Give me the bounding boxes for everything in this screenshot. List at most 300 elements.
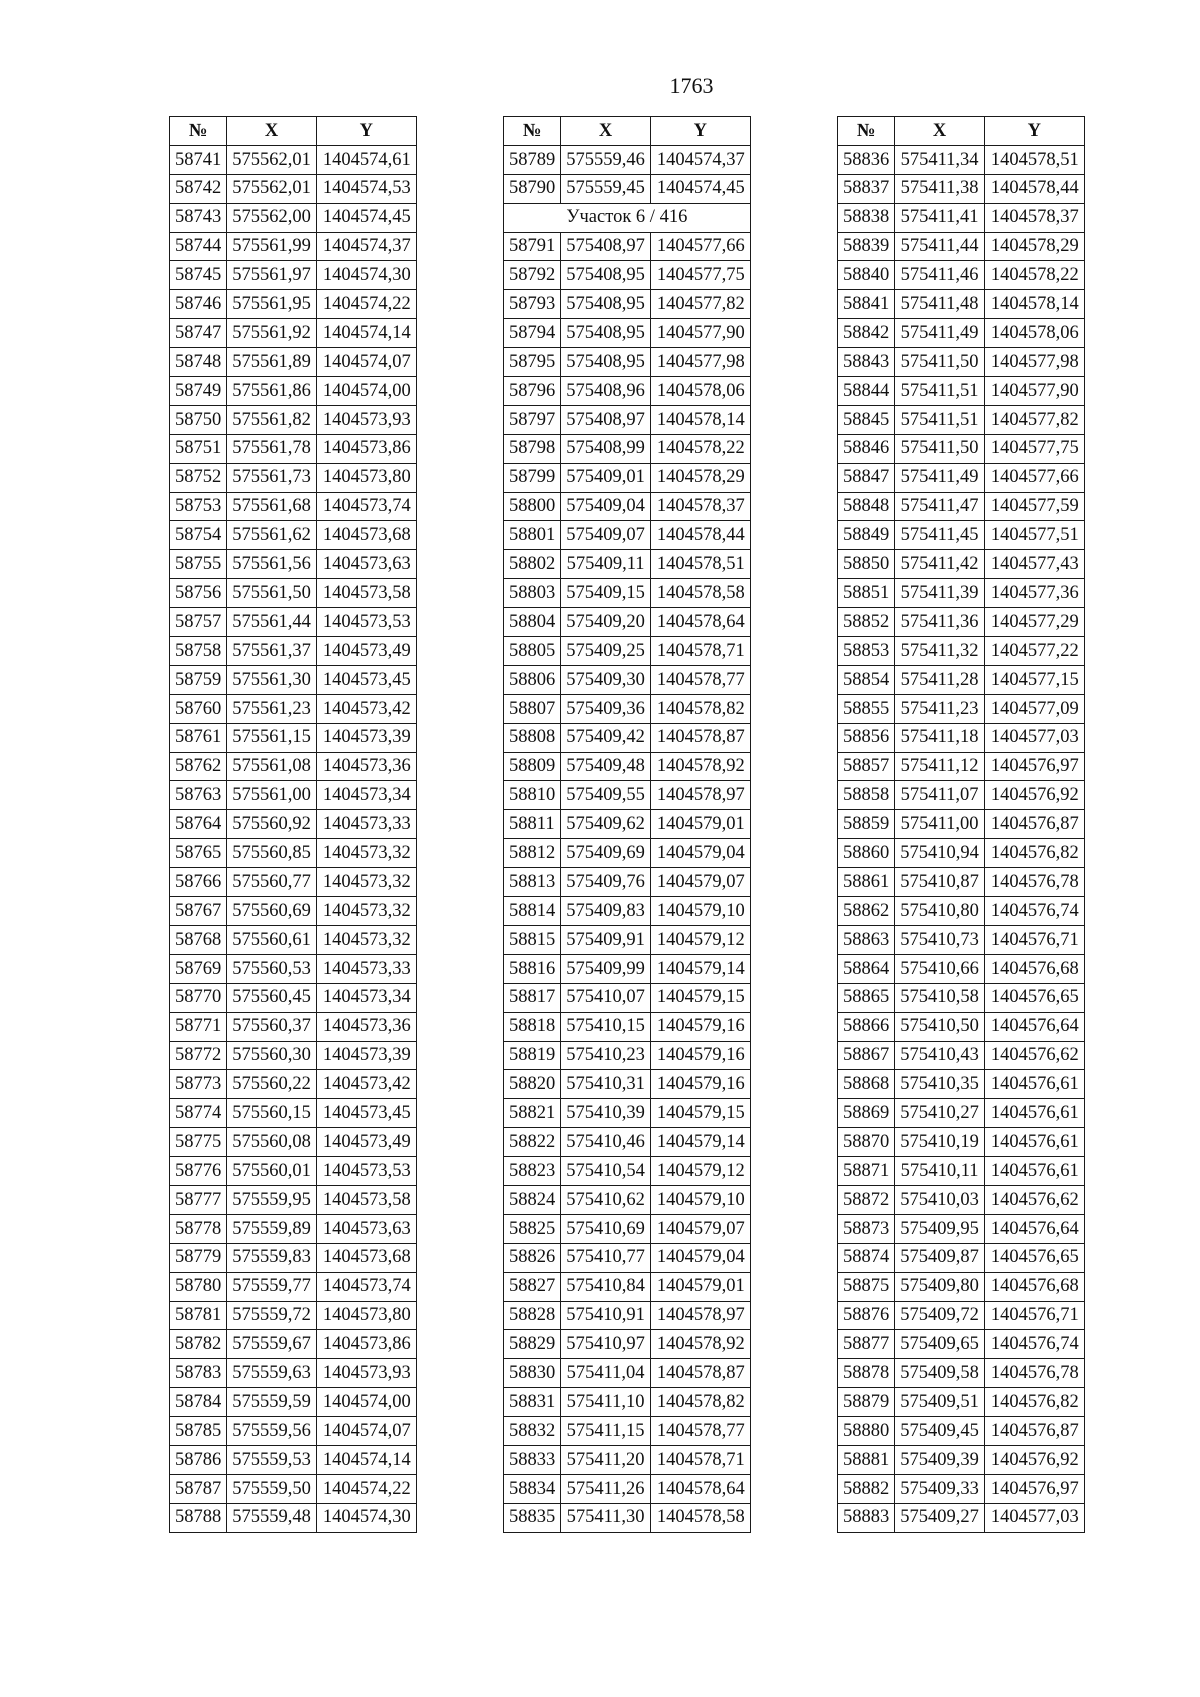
x-coordinate: 575410,35 bbox=[895, 1070, 985, 1099]
table-row bbox=[838, 925, 1085, 954]
y-coordinate: 1404573,36 bbox=[316, 752, 416, 781]
point-number: 58883 bbox=[838, 1503, 895, 1532]
table-row bbox=[170, 1388, 417, 1417]
y-coordinate: 1404578,77 bbox=[650, 1417, 750, 1446]
table-row bbox=[838, 1503, 1085, 1532]
point-number: 58863 bbox=[838, 925, 895, 954]
table-row bbox=[838, 1474, 1085, 1503]
y-coordinate: 1404574,00 bbox=[316, 1388, 416, 1417]
x-coordinate: 575410,84 bbox=[561, 1272, 651, 1301]
point-number: 58872 bbox=[838, 1185, 895, 1214]
y-coordinate: 1404573,45 bbox=[316, 1099, 416, 1128]
y-coordinate: 1404576,62 bbox=[984, 1185, 1084, 1214]
x-coordinate: 575410,87 bbox=[895, 868, 985, 897]
y-coordinate: 1404578,44 bbox=[984, 174, 1084, 203]
x-coordinate: 575561,00 bbox=[227, 781, 317, 810]
table-row bbox=[170, 434, 417, 463]
y-coordinate: 1404576,71 bbox=[984, 925, 1084, 954]
point-number: 58745 bbox=[170, 261, 227, 290]
y-coordinate: 1404576,61 bbox=[984, 1070, 1084, 1099]
y-coordinate: 1404573,49 bbox=[316, 1128, 416, 1157]
table-row bbox=[838, 434, 1085, 463]
y-coordinate: 1404578,14 bbox=[984, 290, 1084, 319]
point-number: 58833 bbox=[504, 1445, 561, 1474]
table-row bbox=[838, 145, 1085, 174]
x-coordinate: 575561,23 bbox=[227, 694, 317, 723]
table-row bbox=[170, 1128, 417, 1157]
table-row bbox=[838, 377, 1085, 406]
point-number: 58771 bbox=[170, 1012, 227, 1041]
x-coordinate: 575410,77 bbox=[561, 1243, 651, 1272]
x-coordinate: 575411,51 bbox=[895, 377, 985, 406]
y-coordinate: 1404577,03 bbox=[984, 723, 1084, 752]
x-coordinate: 575410,69 bbox=[561, 1214, 651, 1243]
y-coordinate: 1404578,77 bbox=[650, 665, 750, 694]
point-number: 58858 bbox=[838, 781, 895, 810]
point-number: 58841 bbox=[838, 290, 895, 319]
x-coordinate: 575408,99 bbox=[561, 434, 651, 463]
table-row bbox=[504, 550, 751, 579]
x-coordinate: 575409,72 bbox=[895, 1301, 985, 1330]
x-coordinate: 575559,77 bbox=[227, 1272, 317, 1301]
y-coordinate: 1404573,80 bbox=[316, 463, 416, 492]
table-row bbox=[838, 868, 1085, 897]
point-number: 58773 bbox=[170, 1070, 227, 1099]
y-coordinate: 1404574,37 bbox=[316, 232, 416, 261]
y-coordinate: 1404579,10 bbox=[650, 1185, 750, 1214]
point-number: 58804 bbox=[504, 608, 561, 637]
table-row bbox=[504, 608, 751, 637]
y-coordinate: 1404579,16 bbox=[650, 1012, 750, 1041]
x-coordinate: 575411,10 bbox=[561, 1388, 651, 1417]
x-coordinate: 575411,18 bbox=[895, 723, 985, 752]
y-coordinate: 1404578,58 bbox=[650, 1503, 750, 1532]
x-coordinate: 575561,92 bbox=[227, 319, 317, 348]
x-coordinate: 575561,44 bbox=[227, 608, 317, 637]
x-coordinate: 575411,39 bbox=[895, 579, 985, 608]
table-row bbox=[838, 492, 1085, 521]
table-row bbox=[170, 637, 417, 666]
y-coordinate: 1404576,68 bbox=[984, 1272, 1084, 1301]
table-row bbox=[170, 925, 417, 954]
point-number: 58832 bbox=[504, 1417, 561, 1446]
table-row bbox=[170, 1272, 417, 1301]
point-number: 58857 bbox=[838, 752, 895, 781]
y-coordinate: 1404574,22 bbox=[316, 1474, 416, 1503]
point-number: 58811 bbox=[504, 810, 561, 839]
y-coordinate: 1404573,32 bbox=[316, 839, 416, 868]
x-coordinate: 575559,63 bbox=[227, 1359, 317, 1388]
point-number: 58765 bbox=[170, 839, 227, 868]
y-coordinate: 1404576,65 bbox=[984, 1243, 1084, 1272]
table-row bbox=[838, 1243, 1085, 1272]
x-coordinate: 575411,20 bbox=[561, 1445, 651, 1474]
y-coordinate: 1404573,32 bbox=[316, 925, 416, 954]
y-coordinate: 1404573,42 bbox=[316, 1070, 416, 1099]
table-row bbox=[170, 868, 417, 897]
point-number: 58879 bbox=[838, 1388, 895, 1417]
y-coordinate: 1404578,22 bbox=[650, 434, 750, 463]
point-number: 58766 bbox=[170, 868, 227, 897]
y-coordinate: 1404578,87 bbox=[650, 1359, 750, 1388]
point-number: 58782 bbox=[170, 1330, 227, 1359]
point-number: 58868 bbox=[838, 1070, 895, 1099]
table-row bbox=[170, 1214, 417, 1243]
point-number: 58769 bbox=[170, 954, 227, 983]
y-coordinate: 1404577,66 bbox=[984, 463, 1084, 492]
x-coordinate: 575411,12 bbox=[895, 752, 985, 781]
x-coordinate: 575408,95 bbox=[561, 290, 651, 319]
x-coordinate: 575561,73 bbox=[227, 463, 317, 492]
point-number: 58743 bbox=[170, 203, 227, 232]
x-coordinate: 575411,36 bbox=[895, 608, 985, 637]
table-row bbox=[170, 405, 417, 434]
point-number: 58864 bbox=[838, 954, 895, 983]
x-coordinate: 575408,96 bbox=[561, 377, 651, 406]
point-number: 58741 bbox=[170, 145, 227, 174]
x-coordinate: 575411,46 bbox=[895, 261, 985, 290]
table-row bbox=[170, 723, 417, 752]
y-coordinate: 1404577,59 bbox=[984, 492, 1084, 521]
point-number: 58859 bbox=[838, 810, 895, 839]
point-number: 58838 bbox=[838, 203, 895, 232]
x-coordinate: 575411,44 bbox=[895, 232, 985, 261]
y-coordinate: 1404577,82 bbox=[650, 290, 750, 319]
x-coordinate: 575411,32 bbox=[895, 637, 985, 666]
table-row bbox=[838, 348, 1085, 377]
y-coordinate: 1404576,71 bbox=[984, 1301, 1084, 1330]
table-row bbox=[504, 377, 751, 406]
y-coordinate: 1404576,61 bbox=[984, 1128, 1084, 1157]
point-number: 58748 bbox=[170, 348, 227, 377]
table-row bbox=[504, 665, 751, 694]
table-row bbox=[504, 1503, 751, 1532]
point-number: 58797 bbox=[504, 405, 561, 434]
point-number: 58778 bbox=[170, 1214, 227, 1243]
table-row bbox=[504, 637, 751, 666]
y-coordinate: 1404576,87 bbox=[984, 810, 1084, 839]
y-coordinate: 1404573,63 bbox=[316, 550, 416, 579]
point-number: 58781 bbox=[170, 1301, 227, 1330]
point-number: 58834 bbox=[504, 1474, 561, 1503]
point-number: 58808 bbox=[504, 723, 561, 752]
y-coordinate: 1404574,07 bbox=[316, 1417, 416, 1446]
x-coordinate: 575409,30 bbox=[561, 665, 651, 694]
y-coordinate: 1404573,58 bbox=[316, 1185, 416, 1214]
point-number: 58819 bbox=[504, 1041, 561, 1070]
x-coordinate: 575411,49 bbox=[895, 463, 985, 492]
table-row bbox=[504, 983, 751, 1012]
y-coordinate: 1404577,36 bbox=[984, 579, 1084, 608]
x-coordinate: 575561,68 bbox=[227, 492, 317, 521]
x-coordinate: 575409,04 bbox=[561, 492, 651, 521]
point-number: 58802 bbox=[504, 550, 561, 579]
table-row bbox=[504, 319, 751, 348]
x-coordinate: 575409,76 bbox=[561, 868, 651, 897]
x-coordinate: 575409,15 bbox=[561, 579, 651, 608]
y-coordinate: 1404577,90 bbox=[650, 319, 750, 348]
x-coordinate: 575409,91 bbox=[561, 925, 651, 954]
point-number: 58758 bbox=[170, 637, 227, 666]
y-coordinate: 1404574,14 bbox=[316, 319, 416, 348]
y-coordinate: 1404578,71 bbox=[650, 637, 750, 666]
point-number: 58784 bbox=[170, 1388, 227, 1417]
y-coordinate: 1404578,37 bbox=[984, 203, 1084, 232]
x-coordinate: 575410,31 bbox=[561, 1070, 651, 1099]
table-row bbox=[504, 1128, 751, 1157]
x-coordinate: 575410,73 bbox=[895, 925, 985, 954]
x-coordinate: 575561,15 bbox=[227, 723, 317, 752]
point-number: 58853 bbox=[838, 637, 895, 666]
x-coordinate: 575409,69 bbox=[561, 839, 651, 868]
point-number: 58831 bbox=[504, 1388, 561, 1417]
x-coordinate: 575411,34 bbox=[895, 145, 985, 174]
x-coordinate: 575559,89 bbox=[227, 1214, 317, 1243]
table-row bbox=[170, 203, 417, 232]
point-number: 58757 bbox=[170, 608, 227, 637]
y-coordinate: 1404578,51 bbox=[984, 145, 1084, 174]
point-number: 58865 bbox=[838, 983, 895, 1012]
y-coordinate: 1404573,68 bbox=[316, 521, 416, 550]
table-row bbox=[838, 1301, 1085, 1330]
x-coordinate: 575560,30 bbox=[227, 1041, 317, 1070]
x-coordinate: 575409,51 bbox=[895, 1388, 985, 1417]
point-number: 58806 bbox=[504, 665, 561, 694]
point-number: 58856 bbox=[838, 723, 895, 752]
y-coordinate: 1404578,64 bbox=[650, 608, 750, 637]
x-coordinate: 575411,41 bbox=[895, 203, 985, 232]
table-row bbox=[170, 1041, 417, 1070]
y-coordinate: 1404574,45 bbox=[650, 174, 750, 203]
point-number: 58821 bbox=[504, 1099, 561, 1128]
table-row bbox=[504, 1070, 751, 1099]
y-coordinate: 1404578,64 bbox=[650, 1474, 750, 1503]
point-number: 58754 bbox=[170, 521, 227, 550]
x-coordinate: 575561,30 bbox=[227, 665, 317, 694]
point-number: 58843 bbox=[838, 348, 895, 377]
coordinate-table-1 bbox=[169, 116, 417, 1533]
table-row bbox=[170, 174, 417, 203]
y-coordinate: 1404576,92 bbox=[984, 1445, 1084, 1474]
x-coordinate: 575560,92 bbox=[227, 810, 317, 839]
point-number: 58862 bbox=[838, 897, 895, 926]
point-number: 58776 bbox=[170, 1157, 227, 1186]
point-number: 58815 bbox=[504, 925, 561, 954]
y-coordinate: 1404574,00 bbox=[316, 377, 416, 406]
table-row bbox=[170, 492, 417, 521]
x-coordinate: 575559,59 bbox=[227, 1388, 317, 1417]
y-coordinate: 1404573,86 bbox=[316, 1330, 416, 1359]
table-row bbox=[170, 1417, 417, 1446]
y-coordinate: 1404574,45 bbox=[316, 203, 416, 232]
y-coordinate: 1404573,49 bbox=[316, 637, 416, 666]
table-row bbox=[504, 1214, 751, 1243]
point-number: 58755 bbox=[170, 550, 227, 579]
point-number: 58759 bbox=[170, 665, 227, 694]
table-row bbox=[838, 694, 1085, 723]
point-number: 58788 bbox=[170, 1503, 227, 1532]
table-row bbox=[170, 781, 417, 810]
table-row bbox=[838, 463, 1085, 492]
point-number: 58767 bbox=[170, 897, 227, 926]
x-coordinate: 575409,07 bbox=[561, 521, 651, 550]
y-coordinate: 1404576,92 bbox=[984, 781, 1084, 810]
x-coordinate: 575411,28 bbox=[895, 665, 985, 694]
point-number: 58787 bbox=[170, 1474, 227, 1503]
y-coordinate: 1404577,29 bbox=[984, 608, 1084, 637]
x-coordinate: 575409,01 bbox=[561, 463, 651, 492]
y-coordinate: 1404579,15 bbox=[650, 983, 750, 1012]
table-row bbox=[838, 1330, 1085, 1359]
y-coordinate: 1404578,71 bbox=[650, 1445, 750, 1474]
y-coordinate: 1404573,74 bbox=[316, 1272, 416, 1301]
x-coordinate: 575562,01 bbox=[227, 145, 317, 174]
y-coordinate: 1404576,78 bbox=[984, 868, 1084, 897]
point-number: 58779 bbox=[170, 1243, 227, 1272]
y-coordinate: 1404573,42 bbox=[316, 694, 416, 723]
point-number: 58824 bbox=[504, 1185, 561, 1214]
point-number: 58835 bbox=[504, 1503, 561, 1532]
y-coordinate: 1404574,37 bbox=[650, 145, 750, 174]
x-coordinate: 575411,38 bbox=[895, 174, 985, 203]
y-coordinate: 1404577,75 bbox=[650, 261, 750, 290]
x-coordinate: 575411,26 bbox=[561, 1474, 651, 1503]
point-number: 58848 bbox=[838, 492, 895, 521]
y-coordinate: 1404577,03 bbox=[984, 1503, 1084, 1532]
x-coordinate: 575411,04 bbox=[561, 1359, 651, 1388]
table-row bbox=[504, 174, 751, 203]
table-row bbox=[838, 1070, 1085, 1099]
y-coordinate: 1404573,63 bbox=[316, 1214, 416, 1243]
point-number: 58867 bbox=[838, 1041, 895, 1070]
table-row bbox=[504, 145, 751, 174]
x-coordinate: 575409,99 bbox=[561, 954, 651, 983]
x-coordinate: 575409,45 bbox=[895, 1417, 985, 1446]
point-number: 58839 bbox=[838, 232, 895, 261]
point-number: 58783 bbox=[170, 1359, 227, 1388]
table-row bbox=[170, 839, 417, 868]
point-number: 58837 bbox=[838, 174, 895, 203]
y-coordinate: 1404579,04 bbox=[650, 1243, 750, 1272]
y-coordinate: 1404579,04 bbox=[650, 839, 750, 868]
y-coordinate: 1404576,64 bbox=[984, 1012, 1084, 1041]
point-number: 58823 bbox=[504, 1157, 561, 1186]
section-label: Участок 6 / 416 bbox=[504, 203, 751, 232]
point-number: 58836 bbox=[838, 145, 895, 174]
point-number: 58850 bbox=[838, 550, 895, 579]
x-coordinate: 575409,11 bbox=[561, 550, 651, 579]
table-row bbox=[170, 897, 417, 926]
table-row bbox=[504, 492, 751, 521]
x-coordinate: 575411,48 bbox=[895, 290, 985, 319]
point-number: 58881 bbox=[838, 1445, 895, 1474]
x-coordinate: 575409,48 bbox=[561, 752, 651, 781]
x-coordinate: 575409,39 bbox=[895, 1445, 985, 1474]
x-coordinate: 575411,51 bbox=[895, 405, 985, 434]
table-row bbox=[504, 897, 751, 926]
y-coordinate: 1404576,97 bbox=[984, 1474, 1084, 1503]
y-coordinate: 1404574,53 bbox=[316, 174, 416, 203]
header-number: № bbox=[838, 117, 895, 146]
table-row bbox=[170, 1301, 417, 1330]
point-number: 58801 bbox=[504, 521, 561, 550]
point-number: 58780 bbox=[170, 1272, 227, 1301]
point-number: 58849 bbox=[838, 521, 895, 550]
x-coordinate: 575559,48 bbox=[227, 1503, 317, 1532]
y-coordinate: 1404573,80 bbox=[316, 1301, 416, 1330]
x-coordinate: 575560,85 bbox=[227, 839, 317, 868]
header-y: Y bbox=[984, 117, 1084, 146]
x-coordinate: 575410,66 bbox=[895, 954, 985, 983]
table-row bbox=[170, 1099, 417, 1128]
table-row bbox=[838, 1185, 1085, 1214]
x-coordinate: 575410,07 bbox=[561, 983, 651, 1012]
x-coordinate: 575559,46 bbox=[561, 145, 651, 174]
x-coordinate: 575410,11 bbox=[895, 1157, 985, 1186]
x-coordinate: 575559,83 bbox=[227, 1243, 317, 1272]
header-x: X bbox=[561, 117, 651, 146]
table-row bbox=[170, 810, 417, 839]
table-row bbox=[504, 1099, 751, 1128]
table-row bbox=[504, 1330, 751, 1359]
table-header-row bbox=[504, 117, 751, 146]
table-row bbox=[170, 521, 417, 550]
point-number: 58845 bbox=[838, 405, 895, 434]
x-coordinate: 575411,23 bbox=[895, 694, 985, 723]
point-number: 58860 bbox=[838, 839, 895, 868]
y-coordinate: 1404576,74 bbox=[984, 897, 1084, 926]
x-coordinate: 575409,80 bbox=[895, 1272, 985, 1301]
point-number: 58844 bbox=[838, 377, 895, 406]
y-coordinate: 1404576,65 bbox=[984, 983, 1084, 1012]
point-number: 58795 bbox=[504, 348, 561, 377]
table-header-row bbox=[170, 117, 417, 146]
x-coordinate: 575561,50 bbox=[227, 579, 317, 608]
y-coordinate: 1404573,53 bbox=[316, 1157, 416, 1186]
table-row bbox=[504, 232, 751, 261]
point-number: 58812 bbox=[504, 839, 561, 868]
y-coordinate: 1404574,07 bbox=[316, 348, 416, 377]
y-coordinate: 1404579,15 bbox=[650, 1099, 750, 1128]
point-number: 58791 bbox=[504, 232, 561, 261]
x-coordinate: 575560,15 bbox=[227, 1099, 317, 1128]
x-coordinate: 575409,42 bbox=[561, 723, 651, 752]
point-number: 58877 bbox=[838, 1330, 895, 1359]
table-row bbox=[838, 1445, 1085, 1474]
table-row bbox=[838, 1041, 1085, 1070]
table-row bbox=[504, 1041, 751, 1070]
point-number: 58799 bbox=[504, 463, 561, 492]
point-number: 58854 bbox=[838, 665, 895, 694]
point-number: 58869 bbox=[838, 1099, 895, 1128]
point-number: 58747 bbox=[170, 319, 227, 348]
y-coordinate: 1404577,15 bbox=[984, 665, 1084, 694]
point-number: 58882 bbox=[838, 1474, 895, 1503]
y-coordinate: 1404578,29 bbox=[650, 463, 750, 492]
table-row bbox=[838, 637, 1085, 666]
x-coordinate: 575410,19 bbox=[895, 1128, 985, 1157]
x-coordinate: 575561,82 bbox=[227, 405, 317, 434]
x-coordinate: 575561,37 bbox=[227, 637, 317, 666]
table-row bbox=[170, 752, 417, 781]
x-coordinate: 575562,00 bbox=[227, 203, 317, 232]
y-coordinate: 1404579,10 bbox=[650, 897, 750, 926]
table-row bbox=[504, 1388, 751, 1417]
table-row bbox=[838, 665, 1085, 694]
table-row bbox=[504, 839, 751, 868]
table-row bbox=[170, 1012, 417, 1041]
x-coordinate: 575561,99 bbox=[227, 232, 317, 261]
